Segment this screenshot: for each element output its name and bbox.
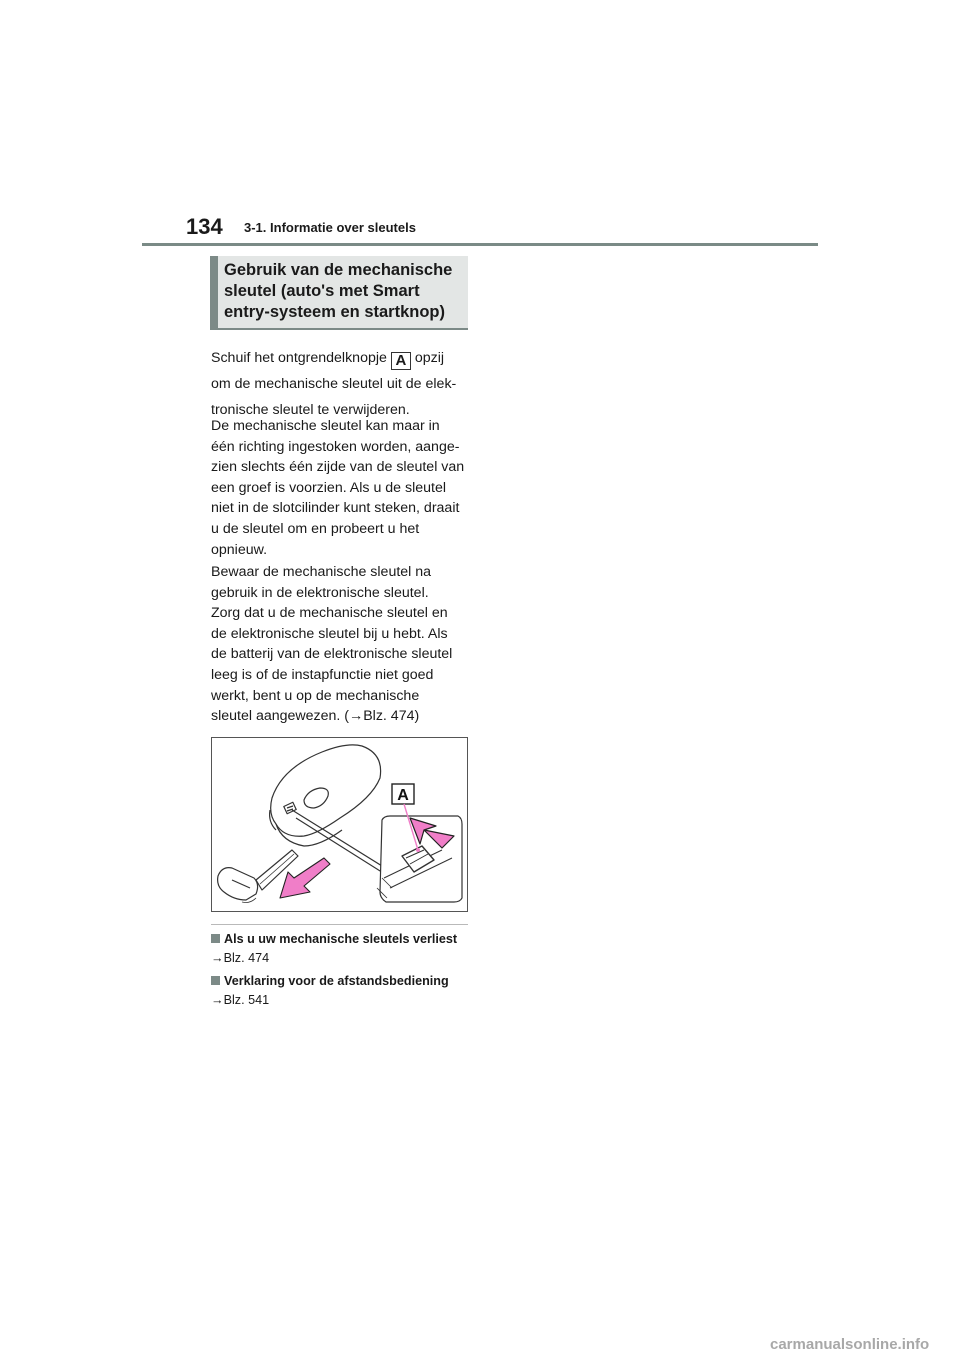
key-illustration [211,737,468,912]
mechanical-key-head [218,868,258,900]
mechanical-key-removal-illustration [212,738,467,911]
paragraph-line: om de mechanische sleutel uit de elek- [211,376,457,392]
watermark: carmanualsonline.info [770,1336,930,1353]
electronic-key-body [271,745,381,836]
paragraph-line: De mechanische sleutel kan maar in [211,418,440,434]
paragraph-line: leeg is of de instapfunctie niet goed [211,666,434,683]
paragraph-line [211,345,473,371]
note-heading-text: Verklaring voor de afstandsbediening [224,974,449,988]
paragraph-line: sleutel aangewezen. (→Blz. 474) [211,708,420,725]
title-line: entry-systeem en startknop) [224,303,445,321]
figure-callout-a: A [397,787,409,804]
paragraph-line: niet in de slotcilinder kunt steken, draait [211,500,460,517]
note-ref-1: →Blz. 474 [211,951,270,965]
callout-a: A [391,352,411,370]
paragraph-3 [211,562,473,727]
square-bullet-icon [211,934,220,943]
paragraph-line: een groef is voorzien. Als u de sleutel [211,479,447,496]
note-ref-2: →Blz. 541 [211,993,270,1007]
note-heading-text: Als u uw mechanische sleutels verliest [224,932,458,946]
paragraph-line: Zorg dat u de mechanische sleutel en [211,605,448,622]
section-title-box [210,256,468,330]
paragraph-line: werkt, bent u op de mechanische [211,687,420,704]
section-label: 3-1. Informatie over sleutels [244,220,416,235]
title-line: sleutel (auto's met Smart [224,282,420,300]
paragraph-line: de elektronische sleutel bij u hebt. Als [211,625,448,642]
paragraph-line: u de sleutel om en probeert u het [211,520,420,537]
text-after-callout: opzij [414,350,445,366]
paragraph-line: zien slechts één zijde van de sleutel van [211,459,465,476]
page-number: 134 [186,214,223,239]
title-line: Gebruik van de mechanische [224,261,453,279]
text-before-callout: Schuif het ontgrendelknopje [211,350,387,366]
header-rule [142,243,818,246]
paragraph-1 [211,345,473,423]
note-heading-2 [211,974,449,988]
paragraph-line: gebruik in de elektronische sleutel. [211,584,429,601]
note-heading-1 [211,932,457,946]
paragraph-line: opnieuw. [211,541,268,558]
square-bullet-icon [211,976,220,985]
paragraph-line: Bewaar de mechanische sleutel na [211,564,432,580]
paragraph-line: één richting ingestoken worden, aange- [211,438,460,455]
paragraph-line: de batterij van de elektronische sleutel [211,646,453,663]
figure-rule [211,924,468,925]
paragraph-2 [211,416,473,560]
paragraph-line: tronische sleutel te verwijderen. [211,402,410,418]
